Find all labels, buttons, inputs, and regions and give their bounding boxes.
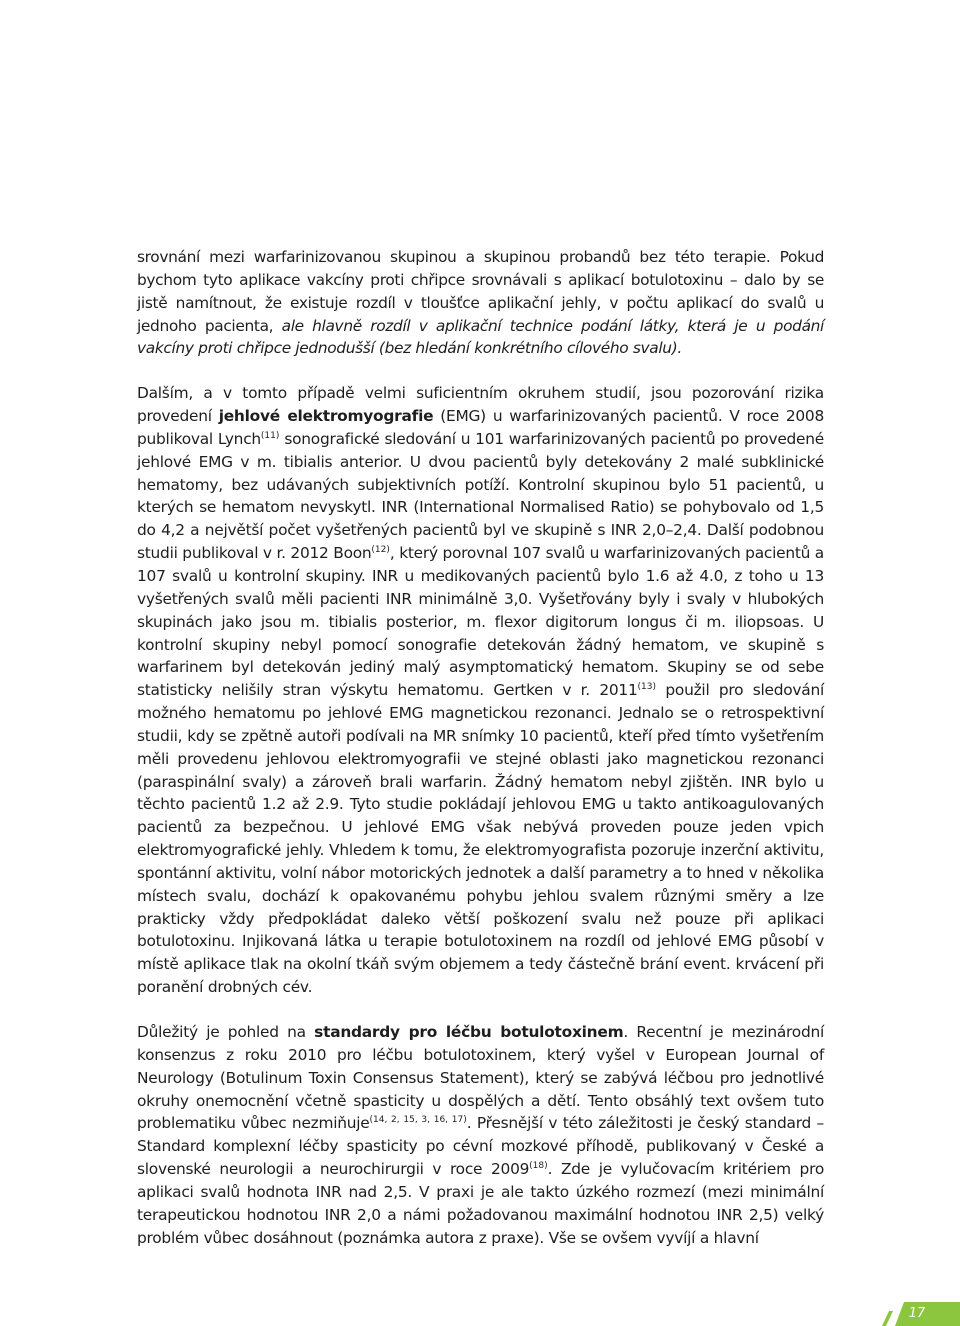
- text-run: Důležitý je pohled na: [137, 1023, 315, 1041]
- text-run: srovnání mezi warfarinizovanou skupinou a skupinou probandů bez této terapie. Pokud bychom tyto aplikace vakcíny proti chřipce srovnávali s aplikací botulotoxinu – dalo by se jistě namítnout, že existuje rozdíl v tloušťce aplikační jehly, v počtu aplikací do svalů u jednoho pacienta,: [137, 248, 824, 335]
- text-run: . Recentní je mezinárodní konsenzus z roku 2010 pro léčbu botulotoxinem, který vyšel v European Journal of Neurology (Botulinum Toxin Consensus Statement), který se zabývá léčbou pro jednotlivé okruhy onemocnění včetně spasticity u dospělých a dětí. Tento obsáhlý text ovšem tuto problematiku vůbec nezmiňuje: [137, 1023, 824, 1133]
- text-run: , který porovnal 107 svalů u warfarinizovaných pacientů a 107 svalů u kontrolní skupiny. INR u medikovaných pacientů bylo 1.6 až 4.0, z toho u 13 vyšetřených svalů měli pacienti INR minimálně 3,0. Vyšetřovány byly i svaly v hlubokých skupinách jako jsou m. tibialis posterior, m. flexor digitorum longus či m. iliopsoas. U kontrolní skupiny nebyl pomocí sonografie detekován žádný hematom, ve skupině s warfarinem byl detekován jediný malý asymptomatický hematom. Skupiny se od sebe statisticky nelišily stran výskytu hematomu. Gertken v r. 2011: [137, 544, 824, 700]
- paragraph-needle-emg-studies: [137, 382, 824, 999]
- citation-ref: (14, 2, 15, 3, 16, 17): [369, 1115, 467, 1126]
- text-run: . Zde je vylučovacím kritériem pro aplikaci svalů hodnota INR nad 2,5. V praxi je ale takto úzkého rozmezí (mezi minimální terapeutickou hodnotou INR 2,0 a námi požadovanou maximální hodnotou INR 2,5) velký problém vůbec dosáhnout (poznámka autora z praxe). Vše se ovšem vyvíjí a hlavní: [137, 1160, 824, 1247]
- emphasis-standards: standardy pro léčbu botulotoxinem: [314, 1023, 624, 1041]
- tab-stripe-icon: [882, 1311, 893, 1326]
- text-run: použil pro sledování možného hematomu po jehlové EMG magnetickou rezonanci. Jednalo se o retrospektivní studii, kdy se zpětně autoři podívali na MR snímky 10 pacientů, kteří před tímto vyšetřením měli provedenu jehlovou elektromyografii ve stejné oblasti jako magnetickou rezonanci (paraspinální svaly) a zároveň brali warfarin. Žádný hematom nebyl zjištěn. INR bylo u těchto pacientů 1.2 až 2.9. Tyto studie pokládají jehlovou EMG u takto antikoagulovaných pacientů za bezpečnou. U jehlové EMG však nebývá proveden pouze jeden vpich elektromyografické jehly. Vhledem k tomu, že elektromyografista pozoruje inzerční aktivitu, spontánní aktivitu, volní nábor motorických jednotek a další parametry a to hned v několika místech svalu, dochází k opakovanému pohybu jehlou svalem různými směry a lze prakticky vždy předpokládat daleko větší poškození svalu než pouze při aplikaci botulotoxinu. Injikovaná látka u terapie botulotoxinem na rozdíl od jehlové EMG působí v místě aplikace tlak na okolní tkáň svým objemem a tedy částečně brání event. krvácení při poranění drobných cév.: [137, 681, 824, 997]
- paragraph-warfarin-comparison: [137, 246, 824, 360]
- citation-ref: (11): [260, 430, 280, 441]
- text-run: Dalším, a v tomto případě velmi suficientním okruhem studií, jsou pozorování rizika provedení: [137, 384, 824, 426]
- page-body: [137, 246, 824, 1249]
- emphasis-needle-emg: jehlové elektromyografie: [218, 407, 434, 426]
- text-run: sonografické sledování u 101 warfarinizovaných pacientů po provedené jehlové EMG v m. tibialis anterior. U dvou pacientů byly detekovány 2 malé subklinické hematomy, bez udávaných subjektivních potíží. Kontrolní skupinou bylo 51 pacientů, u kterých se hematom nevyskytl. INR (International Normalised Ratio) se pohybovalo od 1,5 do 4,2 a největší počet vyšetřených pacientů byl ve skupině s INR 2,0–2,4. Další podobnou studii publikoval v r. 2012 Boon: [137, 429, 824, 563]
- text-run-italic: ale hlavně rozdíl v aplikační technice podání látky, která je u podání vakcíny proti chřipce jednodušší (bez hledání konkrétního cílového svalu).: [137, 316, 824, 358]
- text-run: (EMG) u warfarinizovaných pacientů. V roce 2008 publikoval Lynch: [137, 407, 824, 448]
- citation-ref: (13): [637, 682, 656, 693]
- text-run: . Přesnější v této záležitosti je český standard – Standard komplexní léčby spasticity po cévní mozkové příhodě, publikovaný v České a slovenské neurologii a neurochirurgii v roce 2009: [137, 1114, 824, 1179]
- citation-ref: (18): [529, 1161, 548, 1172]
- page-number: 17: [908, 1306, 926, 1321]
- paragraph-treatment-standards: [137, 1021, 824, 1249]
- citation-ref: (12): [371, 545, 390, 556]
